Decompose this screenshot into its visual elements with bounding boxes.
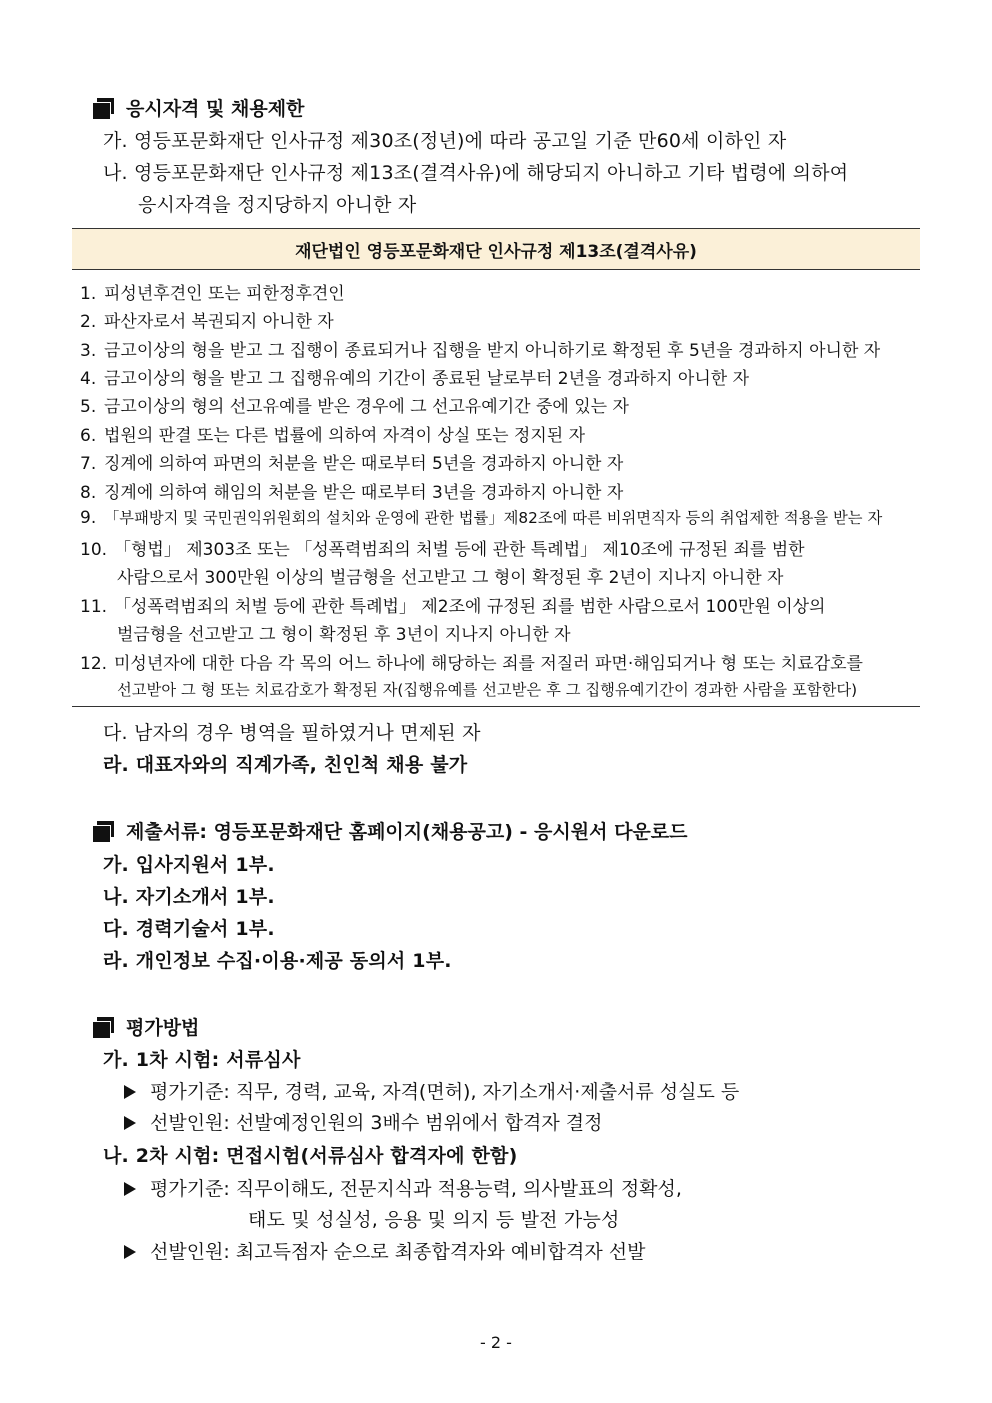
document-item: 다. 경력기술서 1부.: [103, 918, 275, 940]
document-item: 라. 개인정보 수집·이용·제공 동의서 1부.: [103, 950, 452, 972]
square-bullet-icon: [92, 98, 114, 118]
list-item: 12. 미성년자에 대한 다음 각 목의 어느 하나에 해당하는 죄를 저질러 파면·해임되거나 형 또는 치료감호를: [80, 654, 863, 674]
box-bottom-rule: [72, 706, 920, 707]
evaluation-stage1-selection: 선발인원: 선발예정인원의 3배수 범위에서 합격자 결정: [124, 1108, 602, 1135]
square-bullet-icon: [92, 821, 114, 841]
evaluation-stage2: 나. 2차 시험: 면접시험(서류심사 합격자에 한함): [103, 1145, 518, 1167]
list-item: 4. 금고이상의 형을 받고 그 집행유예의 기간이 종료된 날로부터 2년을 경과하지 아니한 자: [80, 369, 750, 389]
list-item-cont: 선고받아 그 형 또는 치료감호가 확정된 자(집행유예를 선고받은 후 그 집행유예기간이 경과한 사람을 포함한다): [117, 681, 858, 699]
list-item: 11. 「성폭력범죄의 처벌 등에 관한 특례법」 제2조에 규정된 죄를 범한 사람으로서 100만원 이상의: [80, 597, 826, 617]
evaluation-stage2-criteria: 평가기준: 직무이해도, 전문지식과 적용능력, 의사발표의 정확성,: [124, 1174, 682, 1201]
evaluation-stage2-selection: 선발인원: 최고득점자 순으로 최종합격자와 예비합격자 선발: [124, 1237, 645, 1264]
list-item: 10. 「형법」 제303조 또는 「성폭력범죄의 처벌 등에 관한 특례법」 제10조에 규정된 죄를 범한: [80, 540, 805, 560]
section-title: 응시자격 및 채용제한: [126, 98, 305, 120]
qualification-line-a: 가. 영등포문화재단 인사규정 제30조(정년)에 따라 공고일 기준 만60세 이하인 자: [103, 130, 787, 152]
qualification-line-b: 나. 영등포문화재단 인사규정 제13조(결격사유)에 해당되지 아니하고 기타 법령에 의하여: [103, 162, 849, 184]
square-bullet-icon: [92, 1017, 114, 1037]
list-item: 9. 「부패방지 및 국민권익위원회의 설치와 운영에 관한 법률」제82조에 따른 비위면직자 등의 취업제한 적용을 받는 자: [80, 508, 883, 528]
qualification-line-c: 다. 남자의 경우 병역을 필하였거나 면제된 자: [103, 722, 481, 744]
regulation-box-title: 재단법인 영등포문화재단 인사규정 제13조(결격사유): [72, 228, 920, 270]
triangle-bullet-icon: [124, 1245, 136, 1259]
list-item: 1. 피성년후견인 또는 피한정후견인: [80, 284, 345, 304]
document-item: 가. 입사지원서 1부.: [103, 854, 275, 876]
list-item: 2. 파산자로서 복권되지 아니한 자: [80, 312, 334, 332]
triangle-bullet-icon: [124, 1085, 136, 1099]
document-item: 나. 자기소개서 1부.: [103, 886, 275, 908]
section-title: 평가방법: [126, 1017, 200, 1039]
triangle-bullet-icon: [124, 1182, 136, 1196]
triangle-bullet-icon: [124, 1116, 136, 1130]
list-item-cont: 벌금형을 선고받고 그 형이 확정된 후 3년이 지나지 아니한 자: [117, 625, 571, 645]
list-item-cont: 사람으로서 300만원 이상의 벌금형을 선고받고 그 형이 확정된 후 2년이 지나지 아니한 자: [117, 568, 784, 588]
evaluation-stage1: 가. 1차 시험: 서류심사: [103, 1049, 301, 1071]
list-item: 6. 법원의 판결 또는 다른 법률에 의하여 자격이 상실 또는 정지된 자: [80, 426, 586, 446]
section-heading-documents: [92, 817, 687, 844]
list-item: 5. 금고이상의 형의 선고유예를 받은 경우에 그 선고유예기간 중에 있는 자: [80, 397, 629, 417]
list-item: 7. 징계에 의하여 파면의 처분을 받은 때로부터 5년을 경과하지 아니한 자: [80, 454, 624, 474]
list-item: 3. 금고이상의 형을 받고 그 집행이 종료되거나 집행을 받지 아니하기로 확정된 후 5년을 경과하지 아니한 자: [80, 341, 881, 361]
page-number: - 2 -: [480, 1333, 512, 1352]
qualification-line-d: 라. 대표자와의 직계가족, 친인척 채용 불가: [103, 754, 468, 776]
section-heading-qualification: [92, 94, 304, 121]
section-title: 제출서류: 영등포문화재단 홈페이지(채용공고) - 응시원서 다운로드: [126, 821, 688, 843]
evaluation-stage1-criteria: 평가기준: 직무, 경력, 교육, 자격(면허), 자기소개서·제출서류 성실도 등: [124, 1077, 739, 1104]
evaluation-stage2-criteria-cont: 태도 및 성실성, 응용 및 의지 등 발전 가능성: [248, 1209, 620, 1231]
qualification-line-b-cont: 응시자격을 정지당하지 아니한 자: [138, 194, 417, 216]
list-item: 8. 징계에 의하여 해임의 처분을 받은 때로부터 3년을 경과하지 아니한 자: [80, 483, 624, 503]
section-heading-evaluation: [92, 1013, 199, 1040]
